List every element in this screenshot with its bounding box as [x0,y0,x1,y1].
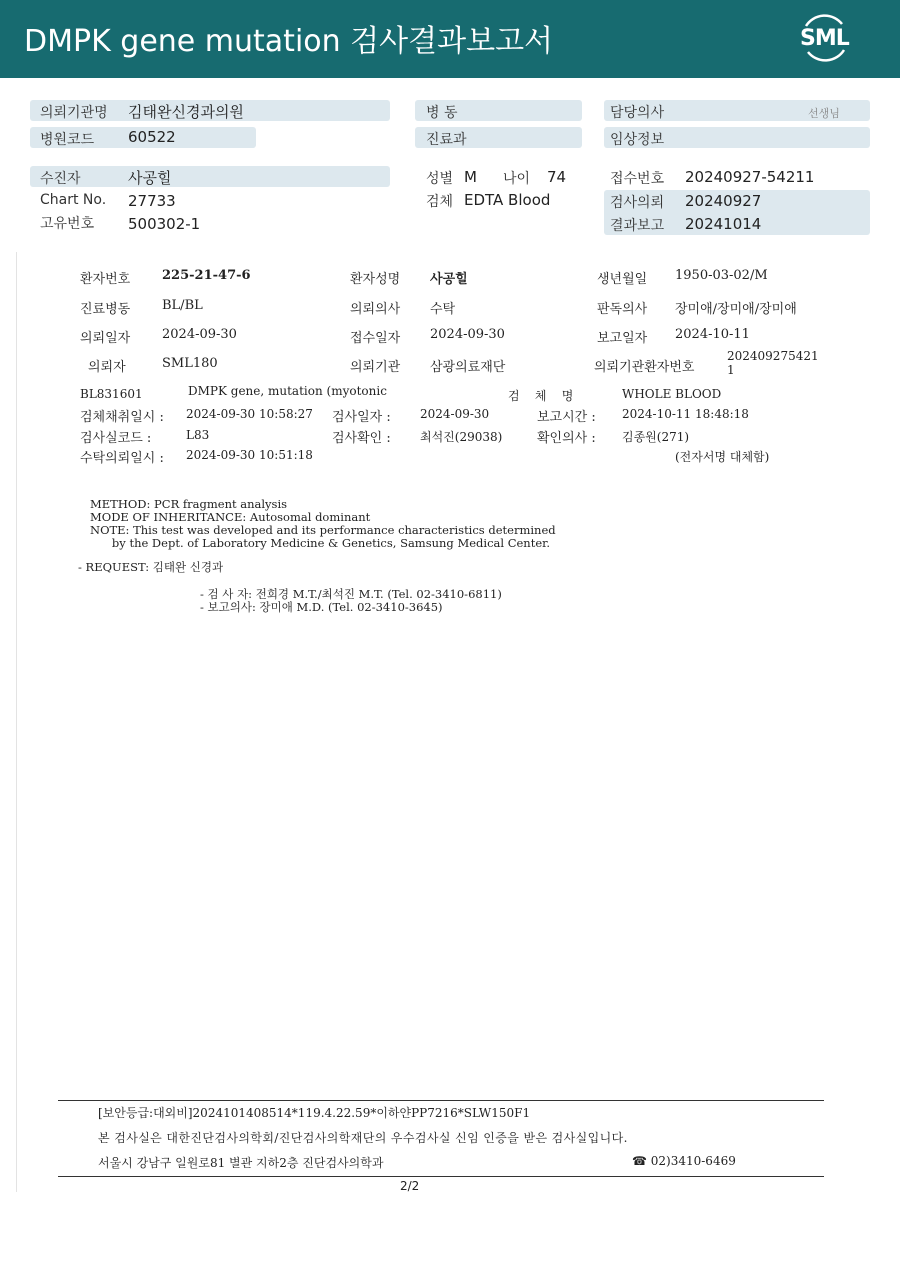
unique-label: 고유번호 [40,216,95,232]
unique-value: 500302-1 [128,215,201,233]
request-label: 검사의뢰 [610,195,665,211]
sex-value: M [464,168,477,186]
method-line: METHOD: PCR fragment analysis [90,497,288,511]
tester-line: - 검 사 자: 전희경 M.T./최석진 M.T. (Tel. 02-3410-6811) [200,587,502,601]
footer-top-rule [58,1100,824,1101]
requester-label: 의뢰자 [88,360,126,375]
inst-patient-value-1: 202409275421 [727,349,819,363]
confirm-label: 검사확인 : [332,431,391,446]
collect-value: 2024-09-30 10:58:27 [186,407,313,421]
inst-patient-value-2: 1 [727,363,735,377]
rep-date-value: 2024-10-11 [675,327,750,342]
inheritance-line: MODE OF INHERITANCE: Autosomal dominant [90,510,371,524]
clinical-label: 임상정보 [610,132,665,148]
specimen-r-label: 검 체 명 [508,389,574,403]
lab-code-value: L83 [186,428,210,442]
note-line-1: NOTE: This test was developed and its performance characteristics determined [90,523,556,537]
req-doctor-label: 의뢰의사 [350,302,401,317]
doctor-value: 선생님 [808,107,840,120]
contract-label: 수탁의뢰일시 : [80,451,164,466]
sex-label: 성별 [426,171,454,187]
req-date-value: 2024-09-30 [162,327,237,342]
rep-date-label: 보고일자 [597,331,648,346]
rec-date-value: 2024-09-30 [430,327,505,342]
ward-r-label: 진료병동 [80,302,131,317]
req-doctor-value: 수탁 [430,302,456,317]
footer-bottom-rule [58,1176,824,1177]
report-time-value: 2024-10-11 18:48:18 [622,407,749,421]
test-code: BL831601 [80,387,143,401]
age-label: 나이 [503,171,531,187]
report-time-label: 보고시간 : [537,410,596,425]
ward-r-value: BL/BL [162,298,203,313]
request-line: - REQUEST: 김태완 신경과 [78,560,224,574]
patient-label: 수진자 [40,171,81,187]
result-value: 20241014 [685,215,762,233]
logo-text: SML [800,26,849,51]
patient-name-label: 환자성명 [350,272,401,287]
address-line: 서울시 강남구 일원로81 별관 지하2층 진단검사의학과 [98,1156,384,1170]
result-label: 결과보고 [610,218,665,234]
dept-label: 진료과 [426,132,467,148]
reader-label: 판독의사 [597,302,648,317]
esign-note: (전자서명 대체함) [675,450,770,464]
confirm-doc-label: 확인의사 : [537,431,596,446]
chart-label: Chart No. [40,192,107,208]
receipt-value: 20240927-54211 [685,168,815,186]
patient-no-label: 환자번호 [80,272,131,287]
req-date-label: 의뢰일자 [80,331,131,346]
phone-line: ☎ 02)3410-6469 [632,1154,736,1168]
req-inst-label: 의뢰기관 [350,360,401,375]
test-name: DMPK gene, mutation (myotonic [188,384,387,398]
collect-label: 검체채취일시 : [80,410,164,425]
specimen-r-value: WHOLE BLOOD [622,387,722,401]
ward-label: 병 동 [426,105,458,121]
lab-code-label: 검사실코드 : [80,431,152,446]
contract-value: 2024-09-30 10:51:18 [186,448,313,462]
reader-value: 장미애/장미애/장미애 [675,302,797,317]
receipt-label: 접수번호 [610,171,665,187]
requester-value: SML180 [162,356,218,371]
sml-logo [796,12,852,64]
patient-bar [30,166,390,187]
req-inst-value: 삼광의료재단 [430,360,506,375]
doctor-label: 담당의사 [610,105,665,121]
reporter-line: - 보고의사: 장미애 M.D. (Tel. 02-3410-3645) [200,600,443,614]
institution-value: 김태완신경과의원 [128,103,244,121]
hospital-code-value: 60522 [128,128,176,146]
security-line: [보안등급:대외비]2024101408514*119.4.22.59*이하얀PP7216*SLW150F1 [98,1106,531,1120]
institution-label: 의뢰기관명 [40,105,108,121]
patient-no-value: 225-21-47-6 [162,268,251,283]
birth-value: 1950-03-02/M [675,268,768,283]
patient-name-value: 사공힐 [430,272,468,287]
patient-value: 사공힐 [128,169,172,187]
page-number: 2/2 [400,1179,420,1193]
note-line-2: by the Dept. of Laboratory Medicine & Genetics, Samsung Medical Center. [90,536,551,550]
specimen-label: 검체 [426,194,454,210]
specimen-value: EDTA Blood [464,191,551,209]
request-value: 20240927 [685,192,762,210]
inst-patient-label: 의뢰기관환자번호 [594,360,695,375]
chart-value: 27733 [128,192,176,210]
scan-left-edge [16,252,17,1192]
confirm-doc-value: 김종원(271) [622,430,690,444]
confirm-value: 최석진(29038) [420,430,503,444]
test-date-value: 2024-09-30 [420,407,490,421]
test-date-label: 검사일자 : [332,410,391,425]
birth-label: 생년월일 [597,272,648,287]
hospital-code-label: 병원코드 [40,132,95,148]
report-title: DMPK gene mutation 검사결과보고서 [24,24,554,59]
rec-date-label: 접수일자 [350,331,401,346]
cert-line: 본 검사실은 대한진단검사의학회/진단검사의학재단의 우수검사실 신임 인증을 받은 검사실입니다. [98,1131,628,1145]
age-value: 74 [547,168,567,186]
